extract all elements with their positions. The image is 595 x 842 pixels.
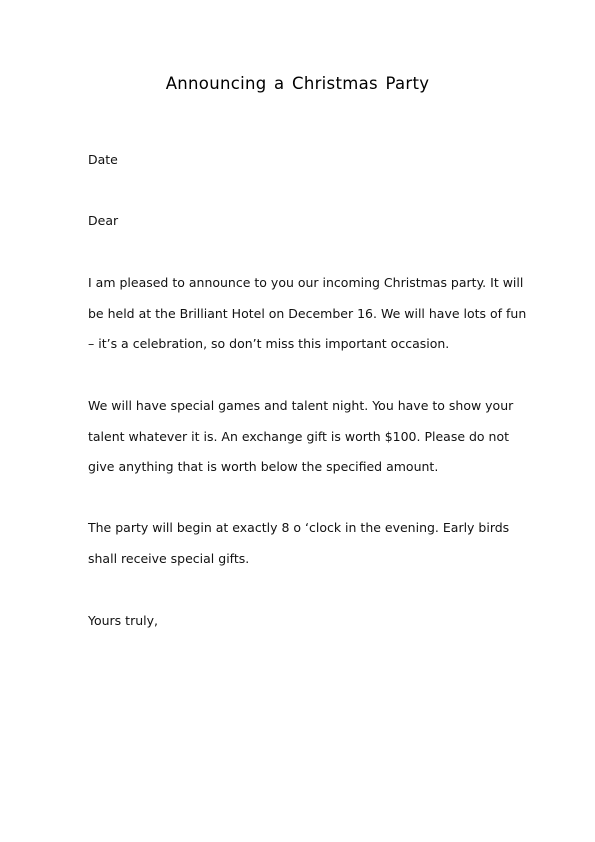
document-title: Announcing a Christmas Party [165, 74, 430, 93]
paragraph-3-line-1: The party will begin at exactly 8 o ‘clock in the evening. Early birds [88, 520, 510, 535]
paragraph-1-line-1: I am pleased to announce to you our incoming Christmas party. It will [88, 275, 524, 290]
paragraph-1-line-2: be held at the Brilliant Hotel on December 16. We will have lots of fun [88, 306, 527, 321]
salutation: Dear [88, 213, 119, 228]
closing: Yours truly, [88, 613, 158, 628]
paragraph-2-line-2: talent whatever it is. An exchange gift is worth $100. Please do not [88, 429, 510, 444]
paragraph-3-line-2: shall receive special gifts. [88, 551, 250, 566]
paragraph-2-line-3: give anything that is worth below the specified amount. [88, 459, 439, 474]
date-label: Date [88, 152, 118, 167]
paragraph-1-line-3: – it’s a celebration, so don’t miss this important occasion. [88, 336, 450, 351]
paragraph-2-line-1: We will have special games and talent night. You have to show your [88, 398, 514, 413]
